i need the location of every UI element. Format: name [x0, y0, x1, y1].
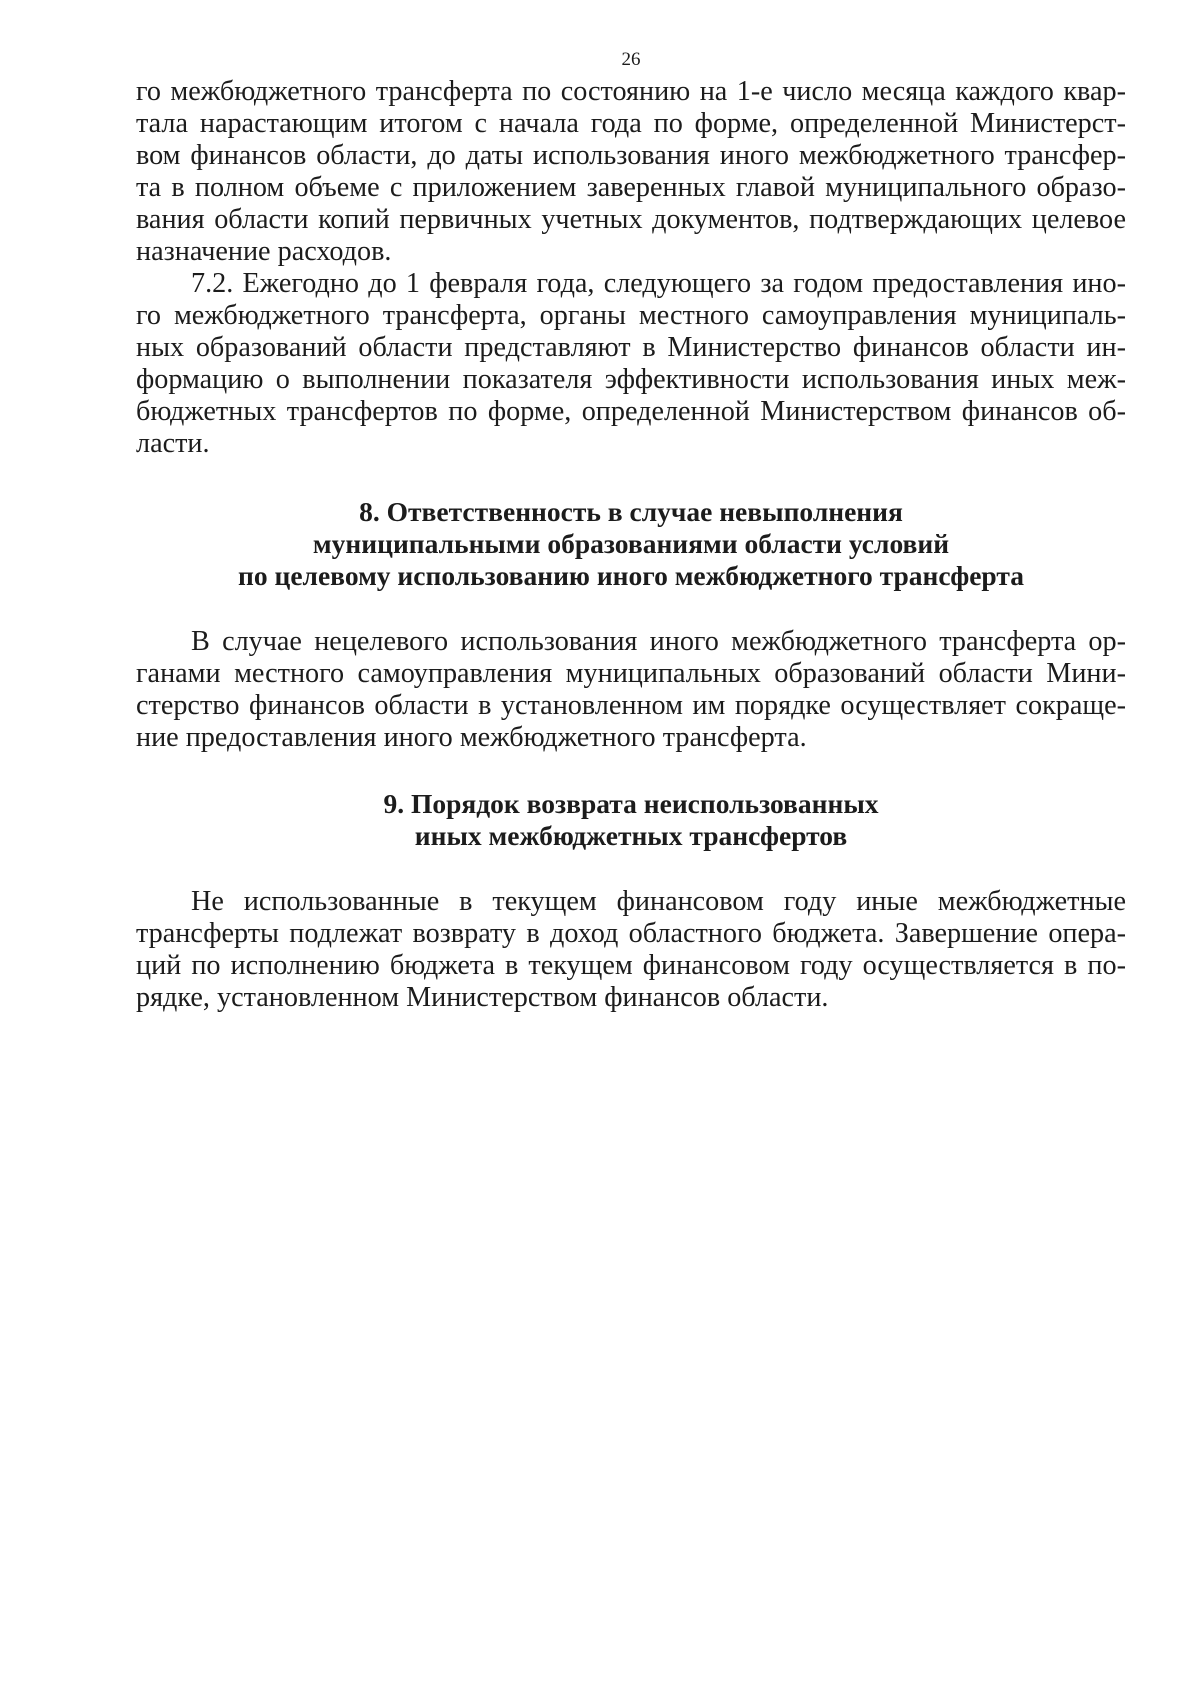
text-line: формацию о выполнении показателя эффективности использования иных меж-	[136, 364, 1126, 395]
text-line: трансферты подлежат возврату в доход областного бюджета. Завершение опера-	[136, 918, 1126, 949]
text-line: ние предоставления иного межбюджетного трансферта.	[136, 722, 807, 753]
text-line: рядке, установленном Министерством финансов области.	[136, 982, 829, 1013]
heading-line: муниципальными образованиями области условий	[312, 528, 950, 559]
text-line: та в полном объеме с приложением заверенных главой муниципального образо-	[136, 172, 1126, 203]
text-line: го межбюджетного трансферта по состоянию на 1-е число месяца каждого квар-	[136, 76, 1126, 107]
text-line: стерство финансов области в установленном им порядке осуществляет сокраще-	[136, 690, 1126, 721]
text-line: вом финансов области, до даты использования иного межбюджетного трансфер-	[136, 140, 1126, 171]
text-line: вания области копий первичных учетных документов, подтверждающих целевое	[136, 204, 1126, 235]
page-number: 26	[621, 49, 641, 70]
text-line: ных образований области представляют в Министерство финансов области ин-	[136, 332, 1126, 363]
heading-line: 9. Порядок возврата неиспользованных	[383, 788, 879, 819]
text-line: Не использованные в текущем финансовом году иные межбюджетные	[191, 886, 1126, 917]
text-line: бюджетных трансфертов по форме, определенной Министерством финансов об-	[136, 396, 1126, 427]
text-line: В случае нецелевого использования иного межбюджетного трансферта ор-	[191, 626, 1126, 657]
text-line: 7.2. Ежегодно до 1 февраля года, следующего за годом предоставления ино-	[191, 268, 1126, 299]
text-line: ганами местного самоуправления муниципальных образований области Мини-	[136, 658, 1126, 689]
heading-line: иных межбюджетных трансфертов	[414, 820, 848, 851]
text-line: тала нарастающим итогом с начала года по форме, определенной Министерст-	[136, 108, 1126, 139]
text-line: го межбюджетного трансферта, органы местного самоуправления муниципаль-	[136, 300, 1126, 331]
heading-line: 8. Ответственность в случае невыполнения	[359, 496, 903, 527]
text-line: назначение расходов.	[136, 236, 392, 267]
heading-line: по целевому использованию иного межбюджетного трансферта	[238, 560, 1024, 591]
text-line: ций по исполнению бюджета в текущем финансовом году осуществляется в по-	[136, 950, 1126, 981]
text-line: ласти.	[136, 428, 210, 459]
